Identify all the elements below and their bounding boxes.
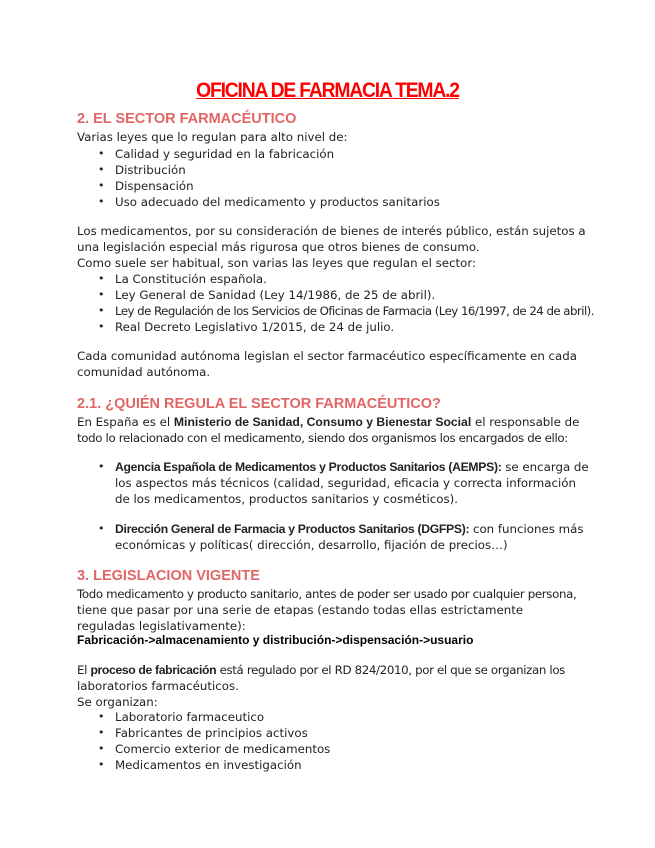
paragraph-line: reguladas legislativamente): <box>77 619 246 633</box>
list-item: • Laboratorio farmaceutico <box>115 709 264 725</box>
law-item: • Ley de Regulación de los Servicios de Oficinas de Farmacia (Ley 16/1997, de 24 de abril). <box>115 303 594 319</box>
text-span: El <box>77 663 91 677</box>
list-item: • Uso adecuado del medicamento y productos sanitarios <box>115 194 440 210</box>
ministry-name: Ministerio de Sanidad, Consumo y Bienestar Social <box>173 415 472 429</box>
paragraph-line: Cada comunidad autónoma legislan el sector farmacéutico específicamente en cada <box>77 349 577 363</box>
org-item-dgfps <box>115 521 583 537</box>
paragraph-line: una legislación especial más rigurosa que otros bienes de consumo. <box>77 240 480 254</box>
paragraph-line: Como suele ser habitual, son varias las leyes que regulan el sector: <box>77 256 476 270</box>
law-item: • Ley General de Sanidad (Ley 14/1986, de 25 de abril). <box>115 287 435 303</box>
paragraph-line <box>77 414 579 430</box>
paragraph-line: todo lo relacionado con el medicamento, siendo dos organismos los encargados de ello: <box>77 431 568 445</box>
process-term: proceso de fabricación <box>90 663 217 677</box>
text-span: el responsable de <box>471 415 580 429</box>
section-heading-legislacion: 3. LEGISLACION VIGENTE <box>77 568 260 584</box>
paragraph-line: comunidad autónoma. <box>77 365 211 379</box>
list-item: • Distribución <box>115 162 186 178</box>
org-name: Dirección General de Farmacia y Productos Sanitarios (DGFPS): <box>115 522 470 536</box>
paragraph-line <box>77 662 565 678</box>
list-item: • Calidad y seguridad en la fabricación <box>115 146 334 162</box>
law-item: • Real Decreto Legislativo 1/2015, de 24 de julio. <box>115 319 394 335</box>
org-item-line: económicas y políticas( dirección, desarrollo, fijación de precios…) <box>115 538 508 552</box>
list-item: • Comercio exterior de medicamentos <box>115 741 330 757</box>
org-item-line: los aspectos más técnicos (calidad, seguridad, eficacia y correcta información <box>115 476 576 490</box>
text-span: En España es el <box>77 415 174 429</box>
paragraph-line: Los medicamentos, por su consideración de bienes de interés público, están sujetos a <box>77 224 586 238</box>
section-heading-sector: 2. EL SECTOR FARMACÉUTICO <box>77 111 297 127</box>
org-name: Agencia Española de Medicamentos y Productos Sanitarios (AEMPS): <box>115 460 502 474</box>
list-item: • Medicamentos en investigación <box>115 757 302 773</box>
paragraph-line: tiene que pasar por una serie de etapas (estando todas ellas estrictamente <box>77 603 524 617</box>
list-item: • Dispensación <box>115 178 194 194</box>
org-item-line: de los medicamentos, productos sanitarios y cosméticos). <box>115 492 458 506</box>
process-flow: Fabricación->almacenamiento y distribución->dispensación->usuario <box>77 633 474 647</box>
org-desc: se encarga de <box>501 460 589 474</box>
list-item: • Fabricantes de principios activos <box>115 725 308 741</box>
section1-intro: Varias leyes que lo regulan para alto nivel de: <box>77 130 348 144</box>
section-heading-quien-regula: 2.1. ¿QUIÉN REGULA EL SECTOR FARMACÉUTICO? <box>77 396 441 412</box>
page-title: OFICINA DE FARMACIA TEMA.2 <box>196 79 459 102</box>
org-desc: con funciones más <box>469 522 584 536</box>
paragraph-line: Todo medicamento y producto sanitario, antes de poder ser usado por cualquier persona, <box>77 587 577 601</box>
law-item: • La Constitución española. <box>115 271 267 287</box>
org-item-aemps <box>115 459 589 475</box>
text-span: está regulado por el RD 824/2010, por el que se organizan los <box>216 663 565 677</box>
paragraph-line: Se organizan: <box>77 695 158 709</box>
paragraph-line: laboratorios farmacéuticos. <box>77 679 239 693</box>
